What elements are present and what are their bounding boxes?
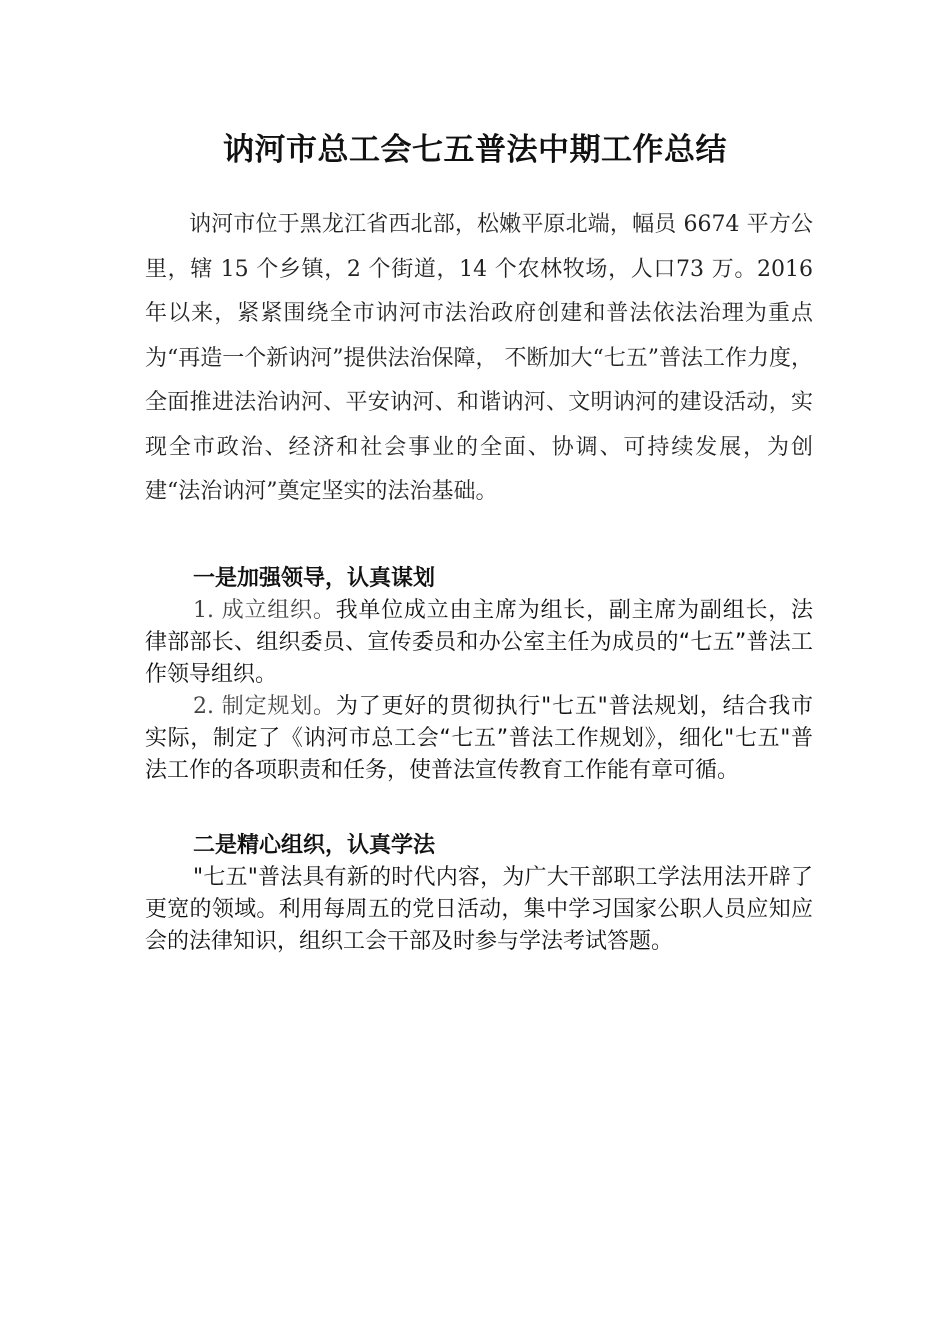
list-item (145, 691, 813, 787)
section-heading: 二是精心组织，认真学法 (193, 833, 436, 858)
item-text: 我单位成立由主席为组长，副主席为副组长，法律部部长、组织委员、宣传委员和办公室主任为成员的“七五”普法工作领导组织。 (145, 598, 813, 687)
section-heading: 一是加强领导，认真谋划 (193, 566, 436, 591)
section-study (145, 830, 813, 958)
list-item (145, 595, 813, 691)
document-title: 讷河市总工会七五普法中期工作总结 (223, 132, 727, 168)
section-paragraph: "七五"普法具有新的时代内容，为广大干部职工学法用法开辟了更宽的领域。利用每周五的党日活动，集中学习国家公职人员应知应会的法律知识，组织工会干部及时参与学法考试答题。 (145, 865, 813, 954)
item-number: 1. 成立组织。 (193, 598, 336, 623)
item-text: 为了更好的贯彻执行"七五"普法规划，结合我市实际，制定了《讷河市总工会“七五”普法工作规划》，细化"七五"普法工作的各项职责和任务，使普法宣传教育工作能有章可循。 (145, 694, 813, 783)
item-number: 2. 制定规划。 (193, 694, 336, 719)
intro-paragraph: 讷河市位于黑龙江省西北部，松嫩平原北端，幅员 6674 平方公里，辖 15 个乡镇，2 个街道，14 个农林牧场，人口73 万。2016 年以来，紧紧围绕全市讷河市法治政府创建和普法依法治理为重点为“再造一个新讷河”提供法治保障， 不断加大“七五”普法工作力度，全面推进法治讷河、平安讷河、和谐讷河、文明讷河的建设活动，实现全市政治、经济和社会事业的全面、协调、可持续发展，为创建“法治讷河”奠定坚实的法治基础。 (145, 212, 813, 504)
intro-block (145, 203, 813, 515)
section-leadership (145, 563, 813, 787)
